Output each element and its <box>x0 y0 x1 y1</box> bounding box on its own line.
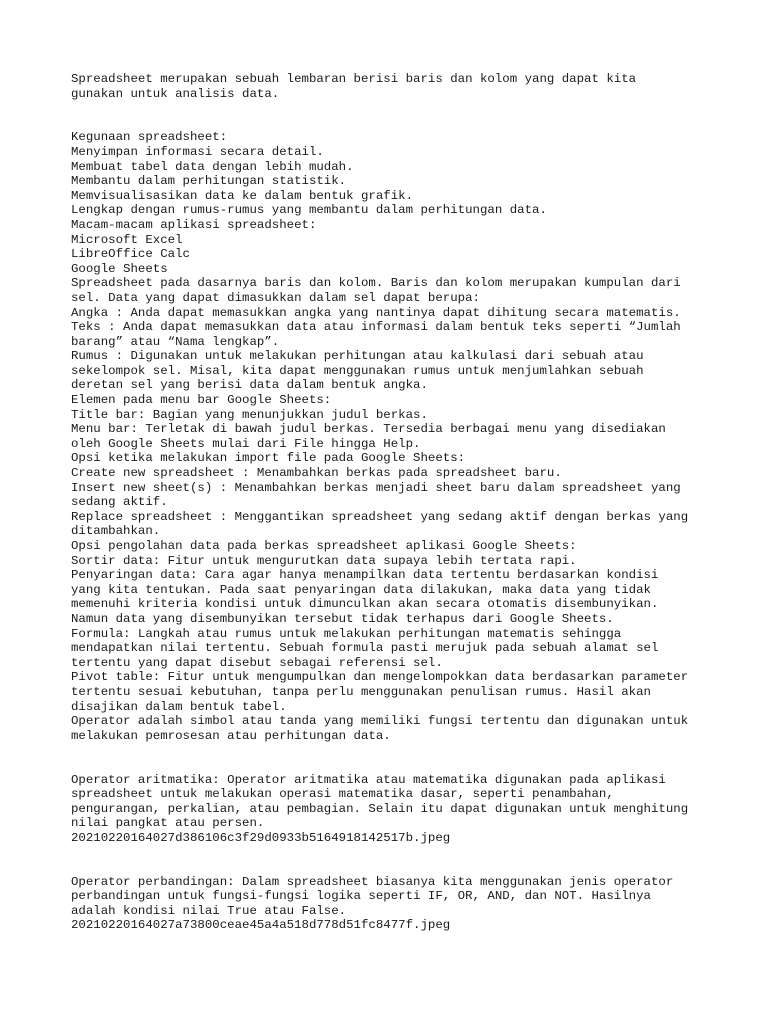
text-line: Opsi pengolahan data pada berkas spreadsheet aplikasi Google Sheets: <box>71 539 577 553</box>
text-line: perbandingan untuk fungsi-fungsi logika seperti IF, OR, AND, dan NOT. Hasilnya <box>71 889 651 904</box>
text-line: Kegunaan spreadsheet: <box>71 130 228 145</box>
text-line: disajikan dalam bentuk tabel. <box>71 699 287 714</box>
text-line: Sortir data: Fitur untuk mengurutkan data supaya lebih tertata rapi. <box>71 553 577 568</box>
text-line: 20210220164027d386106c3f29d0933b5164918142517b.jpeg <box>71 830 451 845</box>
text-line: melakukan pemrosesan atau perhitungan data. <box>71 728 391 743</box>
text-line: tertentu yang dapat disebut sebagai referensi sel. <box>71 655 443 670</box>
perbandingan-section <box>71 875 731 933</box>
text-line: Operator perbandingan: Dalam spreadsheet biasanya kita menggunakan jenis operator <box>71 874 674 889</box>
text-line: pengurangan, perkalian, atau pembagian. Selain itu dapat digunakan untuk menghitung <box>71 801 689 816</box>
text-line: Pivot table: Fitur untuk mengumpulkan dan mengelompokkan data berdasarkan parameter <box>71 670 689 685</box>
text-line: barang” atau “Nama lengkap”. <box>71 334 280 349</box>
text-line: Penyaringan data: Cara agar hanya menampilkan data tertentu berdasarkan kondisi <box>71 568 659 583</box>
document-page <box>71 72 731 933</box>
text-line: Operator aritmatika: Operator aritmatika atau matematika digunakan pada aplikasi <box>71 772 666 787</box>
text-line: Operator adalah simbol atau tanda yang memiliki fungsi tertentu dan digunakan untuk <box>71 714 689 729</box>
text-line: Memvisualisasikan data ke dalam bentuk grafik. <box>71 188 414 203</box>
aritmatika-section <box>71 773 731 846</box>
main-section <box>71 130 731 743</box>
text-line: Rumus : Digunakan untuk melakukan perhitungan atau kalkulasi dari sebuah atau <box>71 349 644 364</box>
blank-gap <box>71 845 731 874</box>
text-line: Title bar: Bagian yang menunjukkan judul berkas. <box>71 407 428 422</box>
text-line: Insert new sheet(s) : Menambahkan berkas menjadi sheet baru dalam spreadsheet yang <box>71 480 681 495</box>
text-line: sedang aktif. <box>71 495 168 510</box>
text-line: Elemen pada menu bar Google Sheets: <box>71 393 332 408</box>
text-line: adalah kondisi nilai True atau False. <box>71 903 347 918</box>
text-line: Spreadsheet pada dasarnya baris dan kolom. Baris dan kolom merupakan kumpulan dari <box>71 276 681 291</box>
text-line: yang kita tentukan. Pada saat penyaringan data dilakukan, maka data yang tidak <box>71 582 651 597</box>
text-line: LibreOffice Calc <box>71 247 190 262</box>
text-line: Teks : Anda dapat memasukkan data atau informasi dalam bentuk teks seperti “Jumlah <box>71 320 681 335</box>
blank-gap <box>71 743 731 772</box>
text-line: Google Sheets <box>71 261 168 276</box>
text-line: Menyimpan informasi secara detail. <box>71 144 324 159</box>
text-line: 20210220164027a73800ceae45a4a518d778d51fc8477f.jpeg <box>71 918 451 933</box>
text-line: tertentu sesuai kebutuhan, tanpa perlu menggunakan penulisan rumus. Hasil akan <box>71 684 651 699</box>
text-line: mendapatkan nilai tertentu. Sebuah formula pasti merujuk pada sebuah alamat sel <box>71 641 659 656</box>
text-line: Replace spreadsheet : Menggantikan spreadsheet yang sedang aktif dengan berkas yang <box>71 509 689 524</box>
text-line: Angka : Anda dapat memasukkan angka yang nantinya dapat dihitung secara matematis. <box>71 305 681 320</box>
text-line: gunakan untuk analisis data. <box>71 86 280 101</box>
text-line: ditambahkan. <box>71 524 161 539</box>
text-line: Membantu dalam perhitungan statistik. <box>71 174 347 189</box>
text-line: deretan sel yang berisi data dalam bentuk angka. <box>71 378 428 393</box>
blank-gap <box>71 101 731 130</box>
text-line: Namun data yang disembunyikan tersebut tidak terhapus dari Google Sheets. <box>71 611 614 626</box>
text-line: Formula: Langkah atau rumus untuk melakukan perhitungan matematis sehingga <box>71 626 622 641</box>
text-line: sel. Data yang dapat dimasukkan dalam sel dapat berupa: <box>71 290 480 305</box>
text-line: nilai pangkat atau persen. <box>71 816 265 831</box>
text-line: Microsoft Excel <box>71 232 183 247</box>
text-line: oleh Google Sheets mulai dari File hingga Help. <box>71 436 421 451</box>
text-line: Membuat tabel data dengan lebih mudah. <box>71 159 354 174</box>
text-line: sekelompok sel. Misal, kita dapat menggunakan rumus untuk menjumlahkan sebuah <box>71 363 644 378</box>
text-line: Macam-macam aplikasi spreadsheet: <box>71 217 317 232</box>
text-line: spreadsheet untuk melakukan operasi matematika dasar, seperti penambahan, <box>71 787 614 802</box>
text-line: Lengkap dengan rumus-rumus yang membantu dalam perhitungan data. <box>71 203 547 218</box>
text-line: Opsi ketika melakukan import file pada Google Sheets: <box>71 451 466 466</box>
text-line: Create new spreadsheet : Menambahkan berkas pada spreadsheet baru. <box>71 466 562 481</box>
intro-paragraph <box>71 72 731 101</box>
text-line: Spreadsheet merupakan sebuah lembaran berisi baris dan kolom yang dapat kita <box>71 72 637 86</box>
text-line: memenuhi kriteria kondisi untuk dimunculkan akan secara otomatis disembunyikan. <box>71 597 659 612</box>
text-line: Menu bar: Terletak di bawah judul berkas. Tersedia berbagai menu yang disediakan <box>71 422 666 437</box>
